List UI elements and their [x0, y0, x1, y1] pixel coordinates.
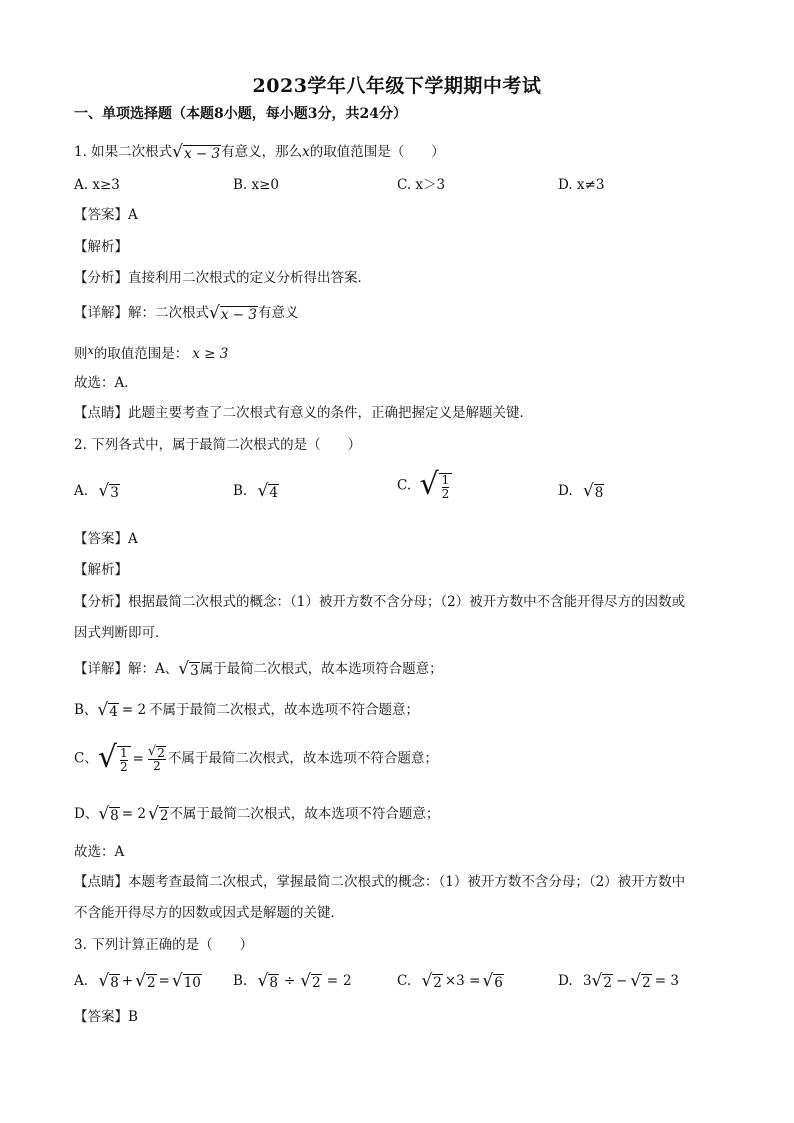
q2-option-d: D. √ 8 — [558, 481, 604, 501]
q1-analysis-tag: 【解析】 — [74, 239, 128, 255]
q3-option-a: A. √ 8 + √ 2 = √ 10 — [74, 971, 201, 991]
sqrt-expression: √ 8 — [98, 804, 119, 824]
q1-dianjing: 【点睛】此题主要考查了二次根式有意义的条件，正确把握定义是解题关键． — [74, 405, 533, 421]
q2-fenxi-line2: 因式判断即可． — [74, 625, 169, 641]
q1-option-c: C. x＞3 — [397, 177, 446, 193]
sqrt-expression: √ x − 3 — [172, 142, 221, 162]
q3-answer: 【答案】B — [74, 1009, 138, 1025]
page-title: 2023学年八年级下学期期中考试 — [252, 75, 542, 97]
sqrt-expression: √ 2 — [147, 804, 169, 824]
q2-xiangjie-d: D、 √ 8 = 2 √ 2 不属于最简二次根式，故本选项不符合题意； — [74, 804, 440, 824]
q3-option-d: D. 3 √ 2 − √ 2 = 3 — [558, 971, 679, 991]
q1-option-b: B. x≥0 — [233, 177, 280, 193]
q2-dianjing-line2: 不含能开得尽方的因数或因式是解题的关键． — [74, 905, 344, 921]
sqrt-expression: √ 3 — [98, 481, 119, 501]
q2-analysis-tag: 【解析】 — [74, 562, 128, 578]
q1-xiangjie: 【详解】解：二次根式 √ x − 3 有意义 — [74, 303, 299, 323]
fraction: √ 2 2 — [147, 743, 165, 773]
q2-dianjing-line1: 【点睛】本题考查最简二次根式，掌握最简二次根式的概念：（1）被开方数不含分母；（2）被开方数中 — [74, 874, 686, 890]
sqrt-expression: √ 8 — [582, 481, 604, 501]
sqrt-expression: √ 4 — [97, 700, 118, 720]
sqrt-expression: √ 4 — [257, 481, 278, 501]
sqrt-fraction-expression: √ $\frac{1}{2}$ — [419, 470, 452, 501]
q1-option-a: A. x≥3 — [74, 177, 120, 193]
q2-answer: 【答案】A — [74, 531, 138, 547]
sqrt-expression: √ 3 — [178, 659, 199, 679]
question-3-stem: 3. 下列计算正确的是（ ） — [74, 937, 254, 953]
q1-range: 则$^x$的取值范围是： x ≥ 3 — [74, 344, 229, 362]
section-heading: 一、单项选择题（本题8小题，每小题3分，共24分） — [74, 106, 407, 122]
sqrt-expression: √ x − 3 — [209, 303, 257, 323]
q2-choose: 故选：A — [74, 844, 125, 860]
sqrt-fraction-expression: √ $\frac{1}{2}$ — [98, 743, 131, 774]
question-1-stem: 1. 如果二次根式 √ x − 3 有意义，那么x的取值范围是（ ） — [74, 142, 445, 162]
q1-fenxi: 【分析】直接利用二次根式的定义分析得出答案． — [74, 270, 371, 286]
q2-xiangjie-b: B、 √ 4 = 2 不属于最简二次根式，故本选项不符合题意； — [74, 700, 420, 720]
q2-xiangjie-c: C、 √ $\frac{1}{2}$ = √ 2 2 不属于最简二次根式，故本选项不符合题意； — [74, 740, 438, 775]
q2-fenxi-line1: 【分析】根据最简二次根式的概念：（1）被开方数不含分母；（2）被开方数中不含能开得尽方的因数或 — [74, 594, 686, 610]
q3-option-b: B. √ 8 ÷ √ 2 = 2 — [233, 971, 352, 991]
q1-choose: 故选：A． — [74, 375, 138, 391]
q1-stem-prefix: 1. 如果二次根式 — [74, 144, 173, 160]
q3-option-c: C. √ 2 ×3 = √ 6 — [397, 971, 503, 991]
q2-option-b: B. √ 4 — [233, 481, 278, 501]
q2-option-c: C. √ $\frac{1}{2}$ — [397, 470, 452, 501]
q1-answer: 【答案】A — [74, 207, 138, 223]
question-2-stem: 2. 下列各式中，属于最简二次根式的是（ ） — [74, 437, 362, 453]
q2-option-a: A. √ 3 — [74, 481, 119, 501]
q1-option-d: D. x≠3 — [558, 177, 605, 193]
q2-xiangjie-a: 【详解】解：A、 √ 3 属于最简二次根式，故本选项符合题意； — [74, 659, 443, 679]
